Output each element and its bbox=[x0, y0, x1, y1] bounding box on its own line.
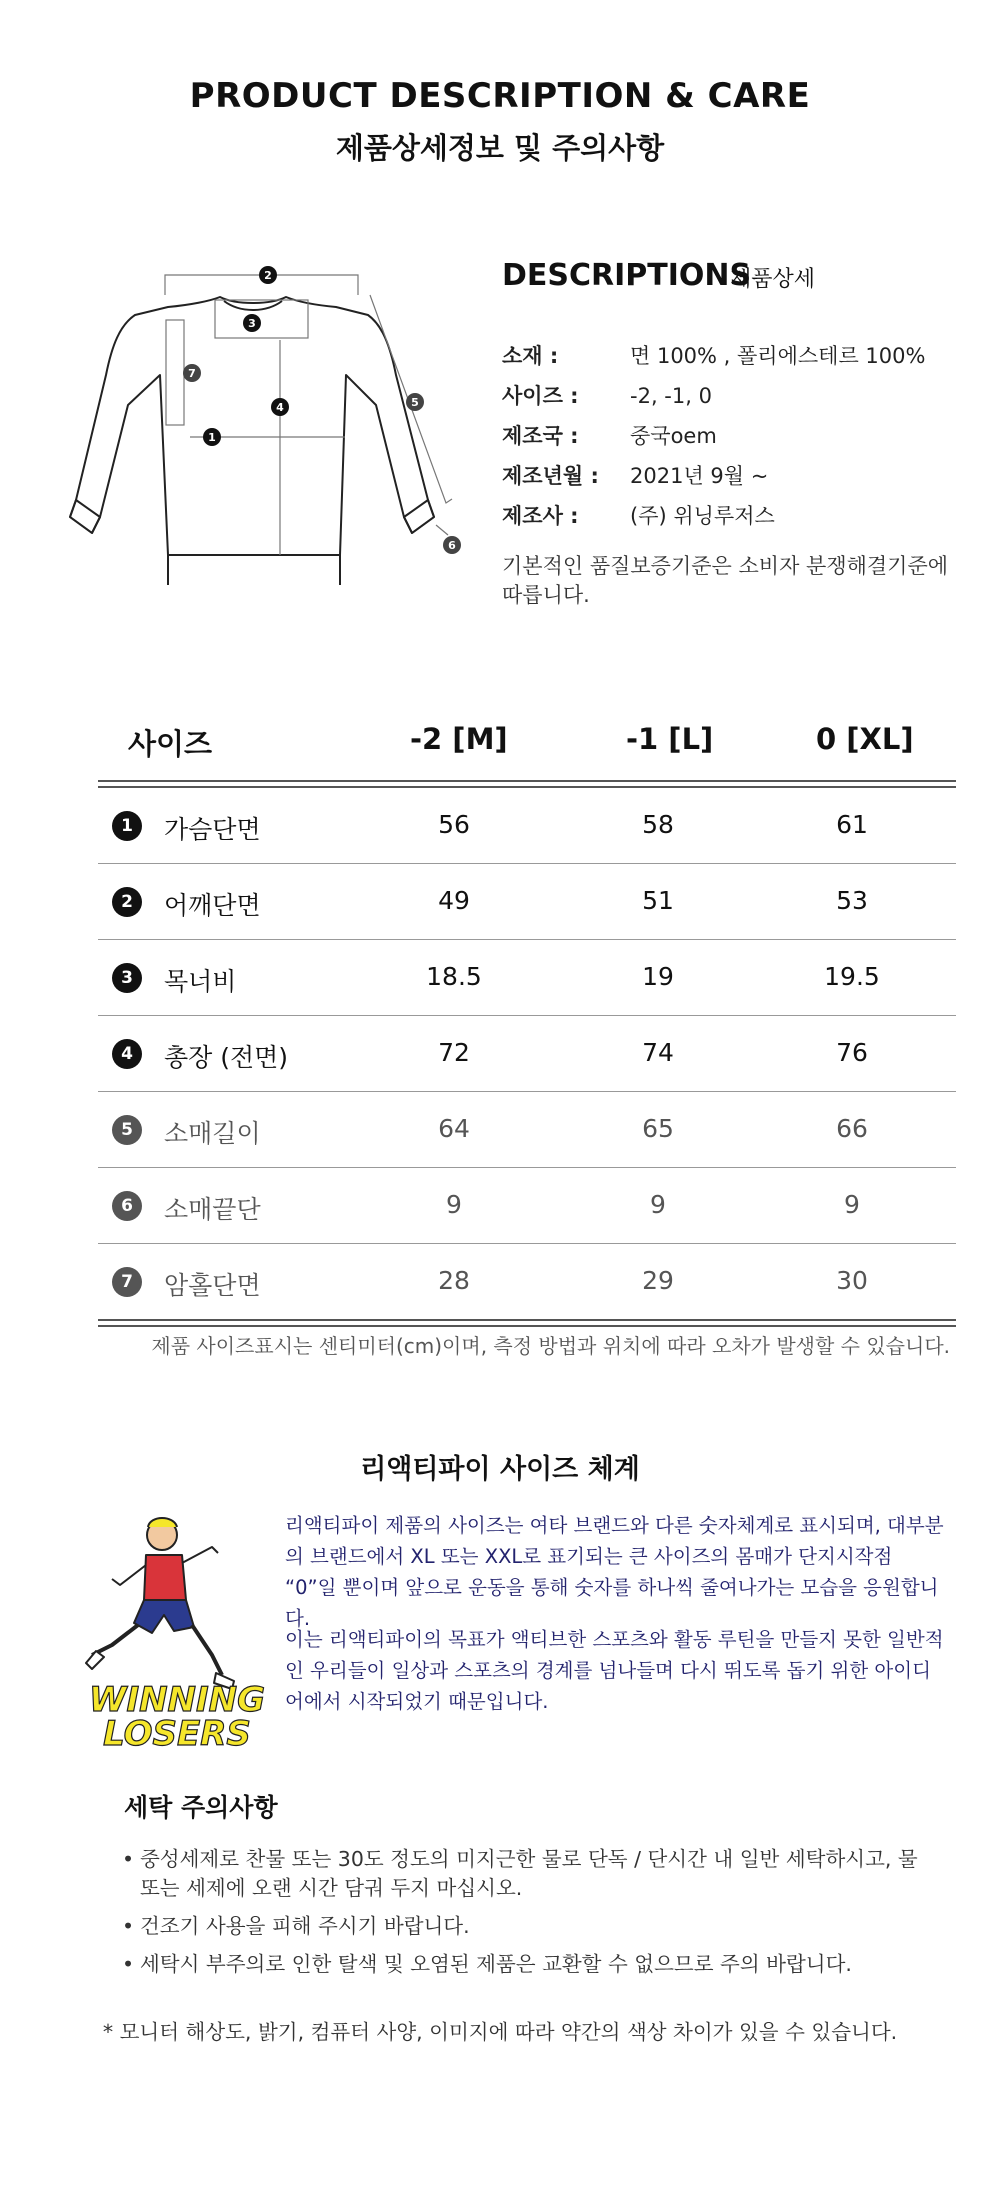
page-subtitle: 제품상세정보 및 주의사항 bbox=[335, 131, 665, 165]
cell-l: 58 bbox=[642, 810, 674, 839]
cell-l: 19 bbox=[642, 962, 674, 991]
row-number: 4 bbox=[112, 1039, 142, 1069]
row-number: 5 bbox=[112, 1115, 142, 1145]
row-number: 2 bbox=[112, 887, 142, 917]
header-divider bbox=[98, 780, 956, 788]
header-size: 사이즈 bbox=[128, 727, 213, 761]
row-number: 7 bbox=[112, 1267, 142, 1297]
table-row bbox=[98, 940, 956, 1016]
marker-4 bbox=[271, 398, 289, 416]
header-m: -2 [M] bbox=[410, 722, 508, 756]
desc-row-maker bbox=[502, 500, 775, 530]
cell-m: 28 bbox=[438, 1266, 470, 1295]
desc-value: 면 100% , 폴리에스테르 100% bbox=[630, 344, 926, 368]
cell-m: 72 bbox=[438, 1038, 470, 1067]
row-label: 어깨단면 bbox=[164, 891, 261, 920]
marker-5 bbox=[406, 393, 424, 411]
cell-xl: 30 bbox=[836, 1266, 868, 1295]
size-system-paragraph-2: 이는 리액티파이의 목표가 액티브한 스포츠와 활동 루틴을 만들지 못한 일반적인 우리들이 일상과 스포츠의 경계를 넘나들며 다시 뛰도록 돕기 위한 아이디어에서 시작되었기 때문입니다. bbox=[285, 1628, 944, 1713]
desc-value: 중국oem bbox=[630, 424, 717, 448]
cell-xl: 9 bbox=[844, 1190, 860, 1219]
washing-item bbox=[122, 1912, 940, 1941]
washing-item-text: 세탁시 부주의로 인한 탈색 및 오염된 제품은 교환할 수 없으므로 주의 바랍니다. bbox=[140, 1952, 852, 1976]
table-row bbox=[98, 1244, 956, 1319]
washing-item bbox=[122, 1845, 940, 1903]
desc-row-country bbox=[502, 420, 717, 450]
desc-key: 사이즈 : bbox=[502, 384, 579, 408]
row-number: 6 bbox=[112, 1191, 142, 1221]
row-label: 소매끝단 bbox=[164, 1195, 261, 1224]
page-title: PRODUCT DESCRIPTION & CARE bbox=[189, 76, 811, 116]
cell-m: 9 bbox=[446, 1190, 462, 1219]
marker-7 bbox=[183, 364, 201, 382]
row-label: 소매길이 bbox=[164, 1119, 261, 1148]
desc-key: 소재 : bbox=[502, 344, 559, 368]
cell-xl: 76 bbox=[836, 1038, 868, 1067]
row-label: 가슴단면 bbox=[164, 815, 261, 844]
cell-xl: 53 bbox=[836, 886, 868, 915]
bullet: • bbox=[122, 1914, 135, 1938]
svg-text:3: 3 bbox=[248, 317, 256, 330]
cell-l: 29 bbox=[642, 1266, 674, 1295]
logo-text-winning: WINNING bbox=[88, 1680, 266, 1720]
cell-l: 9 bbox=[650, 1190, 666, 1219]
table-row bbox=[98, 864, 956, 940]
svg-text:6: 6 bbox=[448, 539, 456, 552]
size-system-paragraph-1: 리액티파이 제품의 사이즈는 여타 브랜드와 다른 숫자체계로 표시되며, 대부분의 브랜드에서 XL 또는 XXL로 표기되는 큰 사이즈의 몸매가 단지시작점 “0”일 뿐이며 앞으로 운동을 통해 숫자를 하나씩 줄여나가는 모습을 응원합니다. bbox=[285, 1514, 944, 1630]
cell-m: 56 bbox=[438, 810, 470, 839]
marker-3 bbox=[243, 314, 261, 332]
washing-item bbox=[122, 1950, 940, 1979]
desc-key: 제조사 : bbox=[502, 504, 579, 528]
svg-text:5: 5 bbox=[411, 396, 419, 409]
washing-item-text: 중성세제로 찬물 또는 30도 정도의 미지근한 물로 단독 / 단시간 내 일반 세탁하시고, 물 또는 세제에 오랜 시간 담궈 두지 마십시오. bbox=[140, 1847, 918, 1900]
cell-l: 51 bbox=[642, 886, 674, 915]
monitor-color-note: * 모니터 해상도, 밝기, 컴퓨터 사양, 이미지에 따라 약간의 색상 차이가 있을 수 있습니다. bbox=[102, 2020, 898, 2044]
bullet: • bbox=[122, 1952, 135, 1976]
neck-box bbox=[215, 300, 308, 338]
sweatshirt-diagram bbox=[40, 255, 500, 585]
size-table-header bbox=[98, 700, 956, 780]
right-cuff bbox=[404, 500, 434, 533]
logo-text-losers: LOSERS bbox=[103, 1714, 251, 1750]
table-row bbox=[98, 1016, 956, 1092]
descriptions-heading: DESCRIPTIONS bbox=[502, 258, 752, 293]
desc-key: 제조년월 : bbox=[502, 464, 599, 488]
table-row bbox=[98, 788, 956, 864]
size-unit-note: 제품 사이즈표시는 센티미터(cm)이며, 측정 방법과 위치에 따라 오차가 발생할 수 있습니다. bbox=[151, 1334, 950, 1358]
cell-m: 49 bbox=[438, 886, 470, 915]
row-number: 3 bbox=[112, 963, 142, 993]
left-cuff bbox=[70, 500, 100, 533]
cell-xl: 66 bbox=[836, 1114, 868, 1143]
winning-losers-logo bbox=[82, 1505, 272, 1750]
descriptions-heading-ko: 제품상세 bbox=[730, 267, 816, 292]
marker-1 bbox=[203, 428, 221, 446]
desc-row-material bbox=[502, 340, 925, 370]
cell-m: 64 bbox=[438, 1114, 470, 1143]
desc-row-date bbox=[502, 460, 768, 490]
table-row bbox=[98, 1092, 956, 1168]
cuff-line bbox=[436, 525, 448, 535]
table-row bbox=[98, 1168, 956, 1244]
desc-row-sizes bbox=[502, 380, 712, 410]
armhole-box bbox=[166, 320, 184, 425]
footer-divider bbox=[98, 1319, 956, 1327]
desc-key: 제조국 : bbox=[502, 424, 579, 448]
row-label: 암홀단면 bbox=[164, 1271, 261, 1300]
svg-text:1: 1 bbox=[208, 431, 216, 444]
desc-value: (주) 위닝루저스 bbox=[630, 504, 775, 528]
desc-value: -2, -1, 0 bbox=[630, 384, 712, 408]
cell-l: 74 bbox=[642, 1038, 674, 1067]
svg-text:4: 4 bbox=[276, 401, 284, 414]
header-l: -1 [L] bbox=[626, 722, 714, 756]
marker-6 bbox=[443, 536, 461, 554]
header-xl: 0 [XL] bbox=[816, 722, 914, 756]
sweatshirt-outline bbox=[70, 297, 434, 585]
marker-2 bbox=[259, 266, 277, 284]
size-system-title: 리액티파이 사이즈 체계 bbox=[360, 1454, 640, 1485]
washing-item-text: 건조기 사용을 피해 주시기 바랍니다. bbox=[140, 1914, 470, 1938]
bullet: • bbox=[122, 1847, 135, 1871]
desc-value: 2021년 9월 ~ bbox=[630, 464, 769, 488]
row-label: 총장 (전면) bbox=[164, 1043, 289, 1072]
row-label: 목너비 bbox=[164, 967, 237, 996]
quality-note: 기본적인 품질보증기준은 소비자 분쟁해결기준에 따릅니다. bbox=[502, 554, 949, 607]
row-number: 1 bbox=[112, 811, 142, 841]
cell-xl: 61 bbox=[836, 810, 868, 839]
cell-xl: 19.5 bbox=[824, 962, 880, 991]
washing-title: 세탁 주의사항 bbox=[124, 1793, 278, 1822]
cell-m: 18.5 bbox=[426, 962, 482, 991]
size-table bbox=[98, 700, 956, 1327]
runner-icon bbox=[86, 1518, 234, 1689]
cell-l: 65 bbox=[642, 1114, 674, 1143]
svg-text:7: 7 bbox=[188, 367, 196, 380]
svg-text:2: 2 bbox=[264, 269, 272, 282]
